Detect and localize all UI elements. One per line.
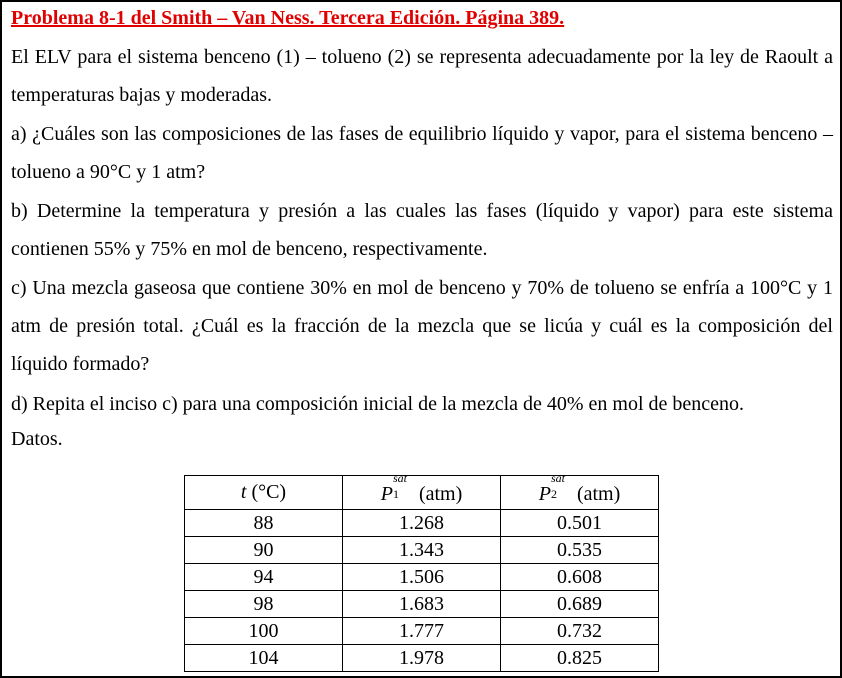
cell-p1-sat: 1.978 (343, 645, 501, 672)
p1-symbol: P (380, 482, 393, 505)
problem-title: Problema 8-1 del Smith – Van Ness. Tercera Edición. Página 389. (11, 7, 565, 29)
table-row (185, 537, 659, 564)
question-c: c) Una mezcla gaseosa que contiene 30% en mol de benceno y 70% de tolueno se enfría a 100°C y 1 atm de presión total. ¿Cuál es la fracción de la mezcla que se licúa y cuál es la composición del líquido formado? (11, 277, 833, 375)
cell-p2-sat: 0.501 (501, 510, 659, 537)
header-temperature (185, 476, 343, 510)
cell-temperature: 94 (185, 564, 343, 591)
t-unit: (°C) (246, 481, 287, 503)
cell-p2-sat: 0.732 (501, 618, 659, 645)
question-d: d) Repita el inciso c) para una composición inicial de la mezcla de 40% en mol de benceno. (11, 393, 745, 415)
t-symbol: t (240, 481, 247, 503)
p1-sat-superscript: sat (392, 470, 407, 485)
cell-p1-sat: 1.506 (343, 564, 501, 591)
p1-index: 1 (392, 486, 399, 501)
vapor-pressure-table (184, 470, 659, 672)
table-row (185, 564, 659, 591)
table-row (185, 591, 659, 618)
p2-index: 2 (550, 486, 557, 501)
p2-symbol: P (538, 482, 551, 505)
header-p2-sat (501, 470, 659, 510)
cell-p1-sat: 1.343 (343, 537, 501, 564)
p2-sat-superscript: sat (550, 470, 565, 485)
intro-paragraph: El ELV para el sistema benceno (1) – tolueno (2) se representa adecuadamente por la ley de Raoult a temperaturas bajas y moderadas. (11, 46, 833, 106)
cell-temperature: 104 (185, 645, 343, 672)
cell-p1-sat: 1.268 (343, 510, 501, 537)
cell-p2-sat: 0.535 (501, 537, 659, 564)
cell-p2-sat: 0.825 (501, 645, 659, 672)
p2-unit: (atm) (571, 482, 621, 505)
cell-p1-sat: 1.777 (343, 618, 501, 645)
cell-temperature: 98 (185, 591, 343, 618)
cell-p2-sat: 0.689 (501, 591, 659, 618)
cell-p2-sat: 0.608 (501, 564, 659, 591)
cell-temperature: 90 (185, 537, 343, 564)
header-p1-sat (343, 470, 501, 510)
cell-p1-sat: 1.683 (343, 591, 501, 618)
question-a: a) ¿Cuáles son las composiciones de las fases de equilibrio líquido y vapor, para el sistema benceno – tolueno a 90°C y 1 atm? (11, 123, 833, 183)
p1-unit: (atm) (413, 482, 463, 505)
datos-label: Datos. (11, 428, 63, 450)
table-row (185, 645, 659, 672)
table-row (185, 618, 659, 645)
cell-temperature: 100 (185, 618, 343, 645)
table-row (185, 510, 659, 537)
question-b: b) Determine la temperatura y presión a las cuales las fases (líquido y vapor) para este sistema contienen 55% y 75% en mol de benceno, respectivamente. (11, 200, 833, 260)
table-header-row (185, 476, 659, 510)
cell-temperature: 88 (185, 510, 343, 537)
